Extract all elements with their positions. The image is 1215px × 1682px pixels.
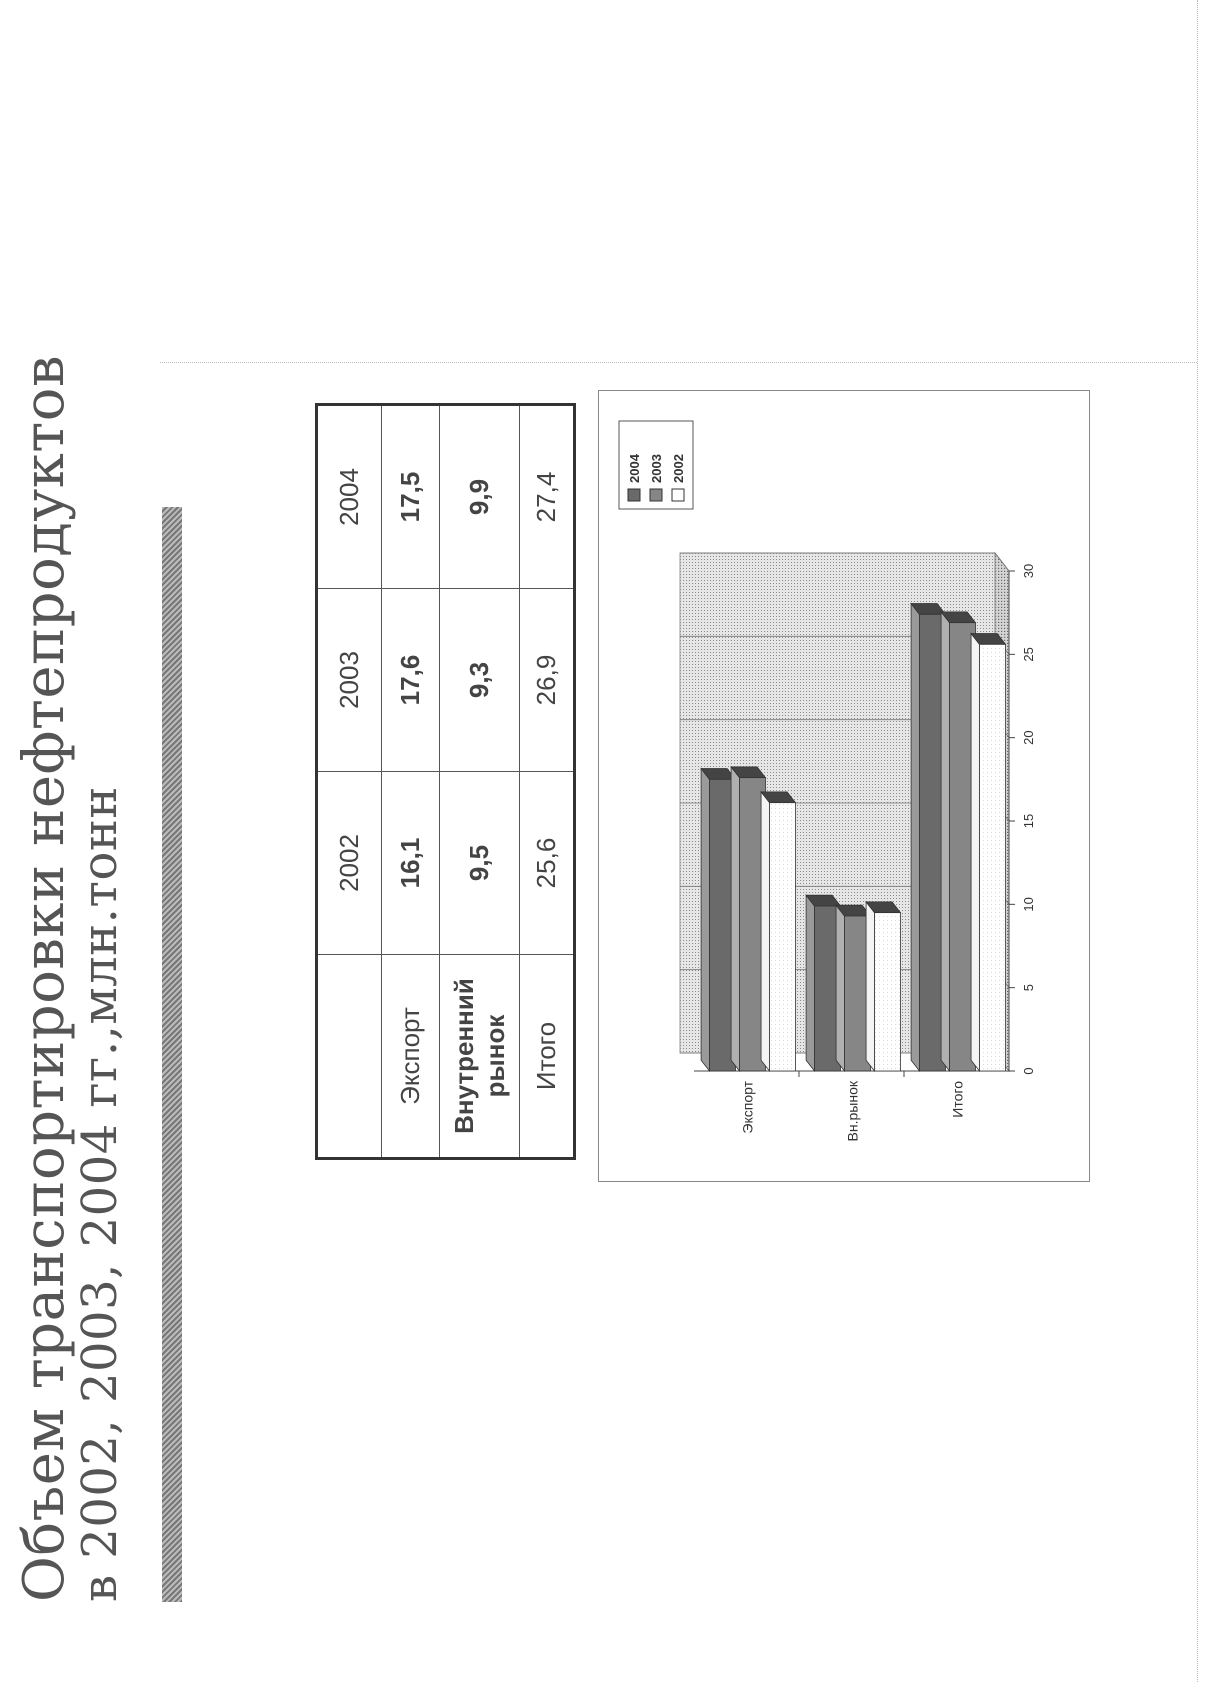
table-cell: 17,6 xyxy=(382,589,440,772)
title-line-2: в 2002, 2003, 2004 гг.,млн.тонн xyxy=(72,786,129,1602)
category-label: Вн.рынок xyxy=(844,1081,861,1142)
bar-top-face xyxy=(731,767,739,1071)
legend-swatch xyxy=(628,489,640,501)
table-cell: 27,4 xyxy=(520,405,575,589)
bar-2002 xyxy=(761,792,795,1071)
legend-swatch xyxy=(650,489,662,501)
bar-top-face xyxy=(701,769,709,1071)
bar-2002 xyxy=(866,902,900,1071)
x-tick-label: 30 xyxy=(1021,563,1036,579)
data-table xyxy=(315,403,576,1160)
table-cell: 16,1 xyxy=(382,772,440,955)
bar-2004 xyxy=(701,769,735,1071)
bar-2003 xyxy=(941,612,975,1071)
table-cell: 25,6 xyxy=(520,772,575,955)
bar-2003 xyxy=(731,767,765,1071)
bar-top-face xyxy=(941,612,949,1071)
title-underline-bar xyxy=(162,507,182,1602)
legend-label: 2003 xyxy=(649,454,664,483)
table-row xyxy=(440,405,520,1159)
bar-2004 xyxy=(806,895,840,1071)
bar-2004 xyxy=(911,604,945,1071)
x-tick-label: 15 xyxy=(1021,813,1036,829)
bar-2003 xyxy=(836,905,870,1071)
x-tick-label: 20 xyxy=(1021,730,1036,745)
x-tick-label: 25 xyxy=(1021,647,1036,662)
legend-label: 2002 xyxy=(671,454,686,483)
table-cell: 9,3 xyxy=(440,589,520,772)
x-tick-label: 0 xyxy=(1021,1067,1036,1075)
table-row-label: Итого xyxy=(520,955,575,1159)
table-corner-cell xyxy=(317,955,382,1159)
table-row xyxy=(520,405,575,1159)
title-line-1: Объем транспортировки нефтепродуктов xyxy=(12,354,77,1602)
bar-top-face xyxy=(911,604,919,1071)
x-tick-label: 10 xyxy=(1021,897,1036,912)
table-cell: 9,5 xyxy=(440,772,520,955)
x-tick-label: 5 xyxy=(1021,984,1036,992)
bar-top-face xyxy=(836,905,844,1071)
bar-front-face xyxy=(770,803,796,1071)
table-cell: 26,9 xyxy=(520,589,575,772)
table-cell: 17,5 xyxy=(382,405,440,589)
bar-chart xyxy=(598,390,1090,1182)
legend-label: 2004 xyxy=(627,454,642,483)
bar-2002 xyxy=(971,634,1005,1071)
bar-front-face xyxy=(980,644,1006,1071)
bar-top-face xyxy=(971,634,979,1071)
table-header-cell: 2004 xyxy=(317,405,382,589)
bar-front-face xyxy=(875,913,901,1071)
category-label: Итого xyxy=(949,1081,966,1118)
table-header-cell: 2003 xyxy=(317,589,382,772)
table-cell: 9,9 xyxy=(440,405,520,589)
bar-top-face xyxy=(866,902,874,1071)
chart-svg xyxy=(599,391,1089,1181)
legend-swatch xyxy=(672,489,684,501)
table-row xyxy=(382,405,440,1159)
bar-top-face xyxy=(806,895,814,1071)
category-label: Экспорт xyxy=(739,1081,756,1134)
table-row-label: Экспорт xyxy=(382,955,440,1159)
table-header-cell: 2002 xyxy=(317,772,382,955)
table-header-row xyxy=(317,405,382,1159)
table-row-label: Внутренний рынок xyxy=(440,955,520,1159)
page-title xyxy=(12,354,129,1602)
bar-top-face xyxy=(761,792,769,1071)
